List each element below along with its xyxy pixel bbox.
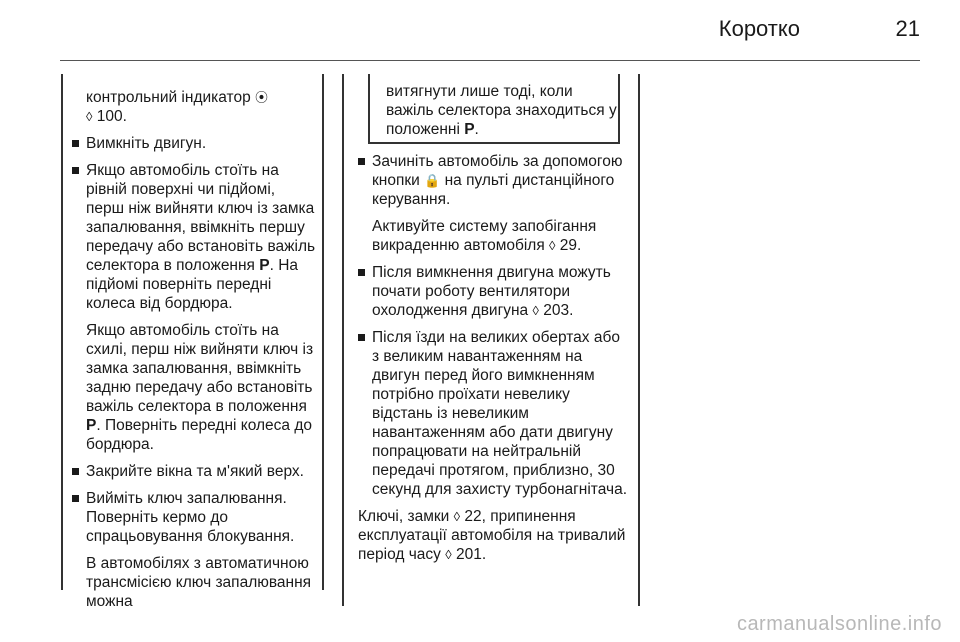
- reference-icon: ◊: [549, 238, 556, 253]
- bullet-item: [358, 152, 628, 209]
- text: Активуйте систему запобігання викраденню автомобіля: [372, 218, 597, 254]
- lock-icon: 🔒: [424, 173, 441, 188]
- page-reference: 100.: [96, 108, 127, 125]
- text: Вийміть ключ запалювання. Поверніть кермо до спрацьовування блокування.: [86, 490, 295, 545]
- text: Зачиніть автомобіль за допомогою кнопки: [372, 153, 623, 189]
- paragraph: [372, 217, 628, 255]
- column-divider: [61, 74, 63, 590]
- page-header-title: Коротко: [718, 16, 800, 41]
- paragraph: [358, 507, 628, 564]
- gear-position: P: [259, 257, 270, 274]
- paragraph: [86, 554, 316, 611]
- reference-icon: ◊: [445, 547, 452, 562]
- text: В автомобілях з автоматичною трансмісією ключ запалювання можна: [86, 555, 312, 610]
- text: Якщо автомобіль стоїть на схилі, перш ніж вийняти ключ із замка запалювання, ввімкніть задню передачу або встановіть важіль селектора в положення: [86, 322, 314, 415]
- bullet-item: [72, 134, 316, 153]
- watermark: carmanualsonline.info: [736, 613, 942, 635]
- text: витягнути лише тоді, коли важіль селектора знаходиться у положенні: [386, 83, 617, 138]
- left-column: [72, 88, 316, 619]
- text: Якщо автомобіль стоїть на рівній поверхні чи підйомі, перш ніж вийняти ключ із замка запалювання, ввімкніть першу передачу або встановіть важіль селектора в положення: [86, 162, 316, 274]
- page-number: 21: [895, 16, 920, 41]
- reference-icon: ◊: [86, 109, 93, 124]
- page-reference: 203.: [543, 302, 574, 319]
- text: .: [474, 121, 479, 138]
- text: Вимкніть двигун.: [86, 135, 207, 152]
- text: контрольний індикатор: [86, 89, 251, 106]
- page-reference: 29.: [559, 237, 582, 254]
- column-divider: [322, 74, 324, 590]
- text: на пульті дистанційного керування.: [372, 172, 615, 208]
- column-divider: [638, 74, 640, 606]
- header-rule: [60, 60, 920, 61]
- indicator-icon: ⦿: [255, 90, 269, 105]
- text: 22, припинення експлуатації автомобіля на тривалий період часу: [358, 508, 626, 563]
- text: Після їзди на великих обертах або з великим навантаженням на двигун перед його вимкненням потрібно проїхати невелику відстань із невеликим навантаженням або дати двигуну попрацювати на нейтральній передачі протягом, приблизно, 30 секунд для захисту турбонагнітача.: [372, 329, 628, 498]
- paragraph: [86, 321, 316, 454]
- note-box: [368, 74, 620, 144]
- text: Ключі, замки: [358, 508, 454, 525]
- gear-position: P: [464, 121, 475, 138]
- paragraph: [86, 88, 316, 126]
- bullet-item: [72, 462, 316, 481]
- gear-position: P: [86, 417, 97, 434]
- reference-icon: ◊: [532, 303, 539, 318]
- bullet-item: [358, 263, 628, 320]
- bullet-item: [72, 489, 316, 546]
- text: . На підйомі поверніть передні колеса від бордюра.: [86, 257, 299, 312]
- column-divider: [342, 74, 344, 606]
- bullet-item: [72, 161, 316, 313]
- text: Закрийте вікна та м'який верх.: [86, 463, 304, 480]
- text: Після вимкнення двигуна можуть почати роботу вентилятори охолодження двигуна: [372, 264, 611, 319]
- page-reference: 201.: [455, 546, 487, 563]
- reference-icon: ◊: [453, 509, 461, 524]
- bullet-item: [358, 328, 628, 499]
- text: . Поверніть передні колеса до бордюра.: [86, 417, 313, 453]
- right-column: [358, 152, 628, 572]
